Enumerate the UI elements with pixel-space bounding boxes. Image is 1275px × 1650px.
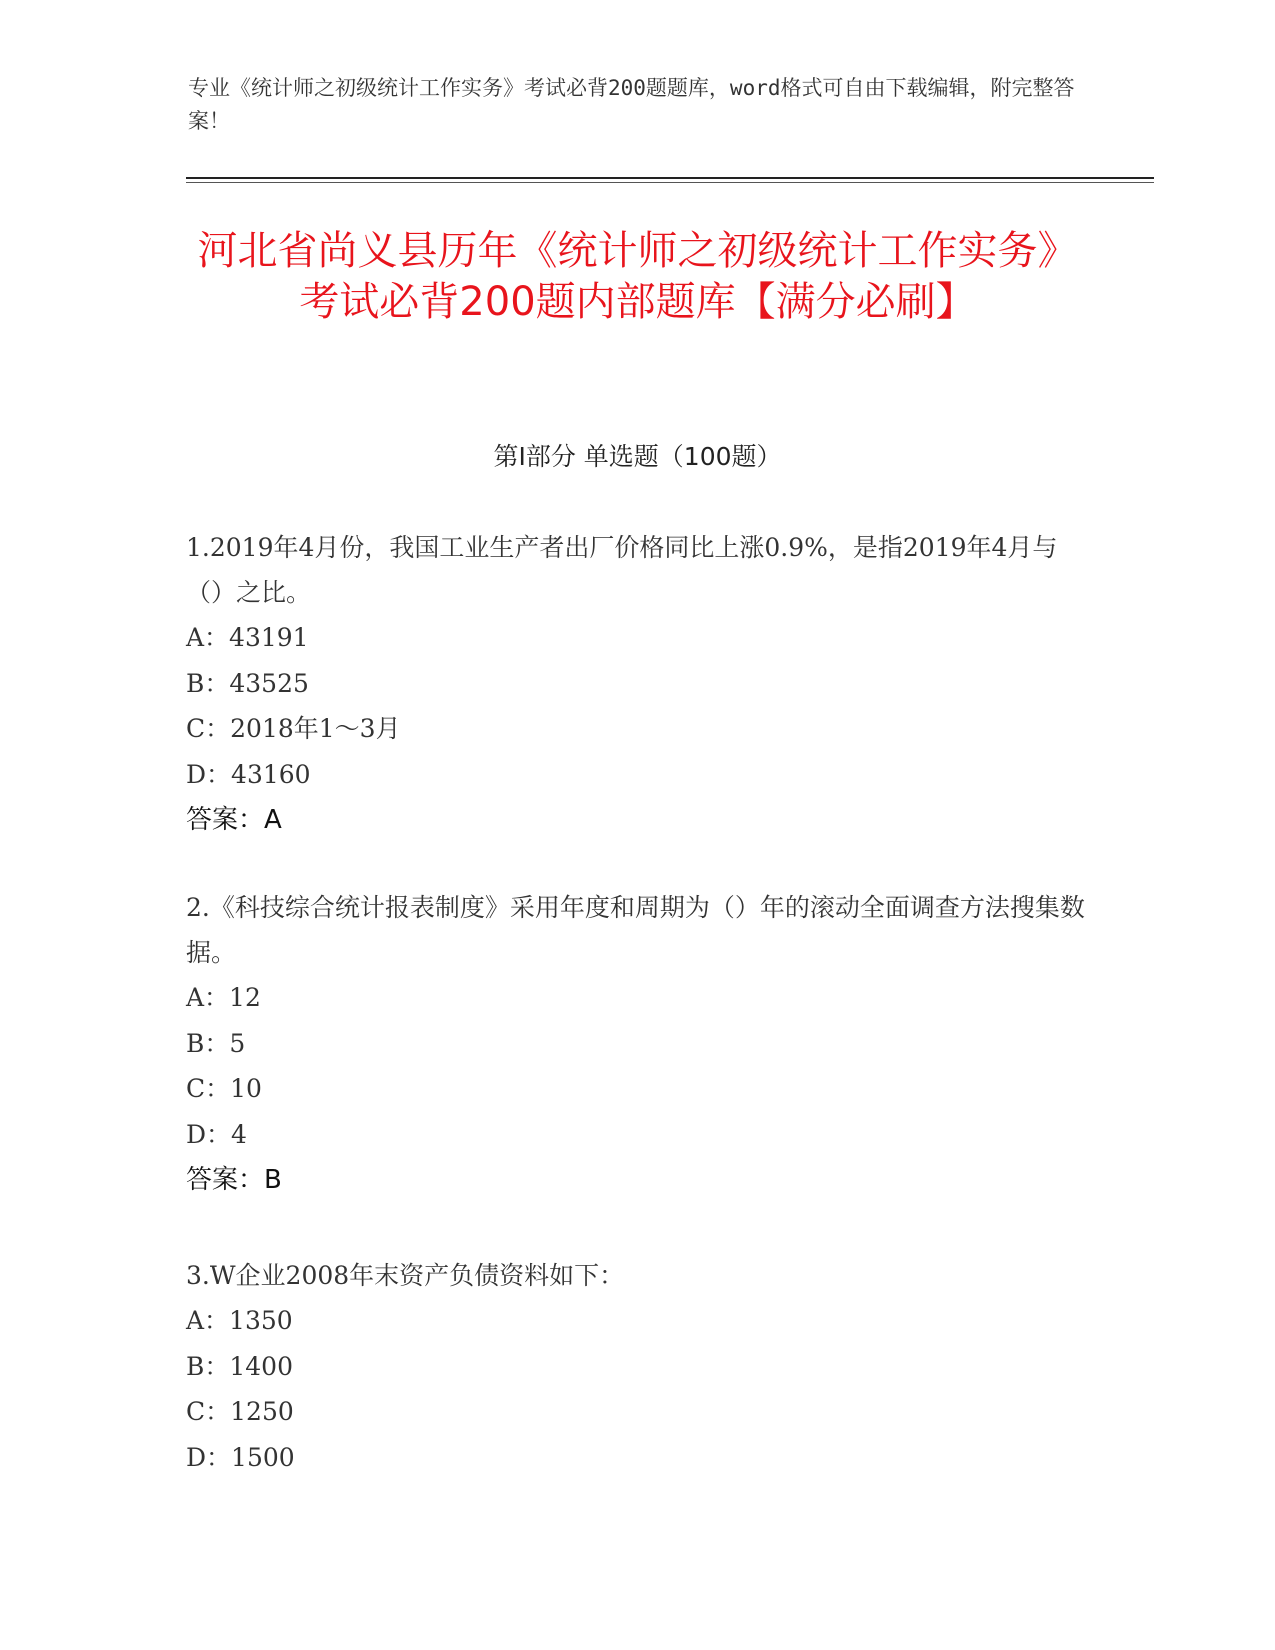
- header-divider-thin: [186, 182, 1154, 183]
- option-b: B：43525: [186, 668, 309, 698]
- section-title: 第I部分 单选题（100题）: [493, 442, 782, 471]
- answer: 答案：B: [186, 1165, 282, 1195]
- option-a: A：1350: [186, 1306, 293, 1335]
- option-a: A：12: [186, 983, 261, 1012]
- question-stem: 1.2019年4月份，我国工业生产者出厂价格同比上涨0.9%，是指2019年4月与（）之比。: [186, 533, 1058, 607]
- question-1: [186, 525, 1086, 843]
- option-a: A：43191: [186, 623, 309, 652]
- option-c: C：1250: [186, 1397, 294, 1426]
- option-d: D：1500: [186, 1442, 295, 1472]
- option-c: C：2018年1～3月: [186, 714, 401, 743]
- document-title: 河北省尚义县历年《统计师之初级统计工作实务》考试必背200题内部题库【满分必刷】: [197, 228, 1078, 325]
- header-divider-thick: [186, 177, 1154, 179]
- header-note: 专业《统计师之初级统计工作实务》考试必背200题题库，word格式可自由下载编辑，附完整答案！: [188, 76, 1075, 133]
- option-b: B：1400: [186, 1351, 293, 1381]
- option-d: D：4: [186, 1119, 247, 1149]
- option-b: B：5: [186, 1028, 246, 1058]
- answer: 答案：A: [186, 805, 282, 835]
- question-stem: 2.《科技综合统计报表制度》采用年度和周期为（）年的滚动全面调查方法搜集数据。: [186, 893, 1085, 967]
- question-stem: 3.W企业2008年末资产负债资料如下：: [186, 1261, 625, 1290]
- question-2: [186, 885, 1086, 1203]
- option-c: C：10: [186, 1074, 262, 1103]
- question-3: [186, 1253, 1086, 1480]
- option-d: D：43160: [186, 759, 311, 789]
